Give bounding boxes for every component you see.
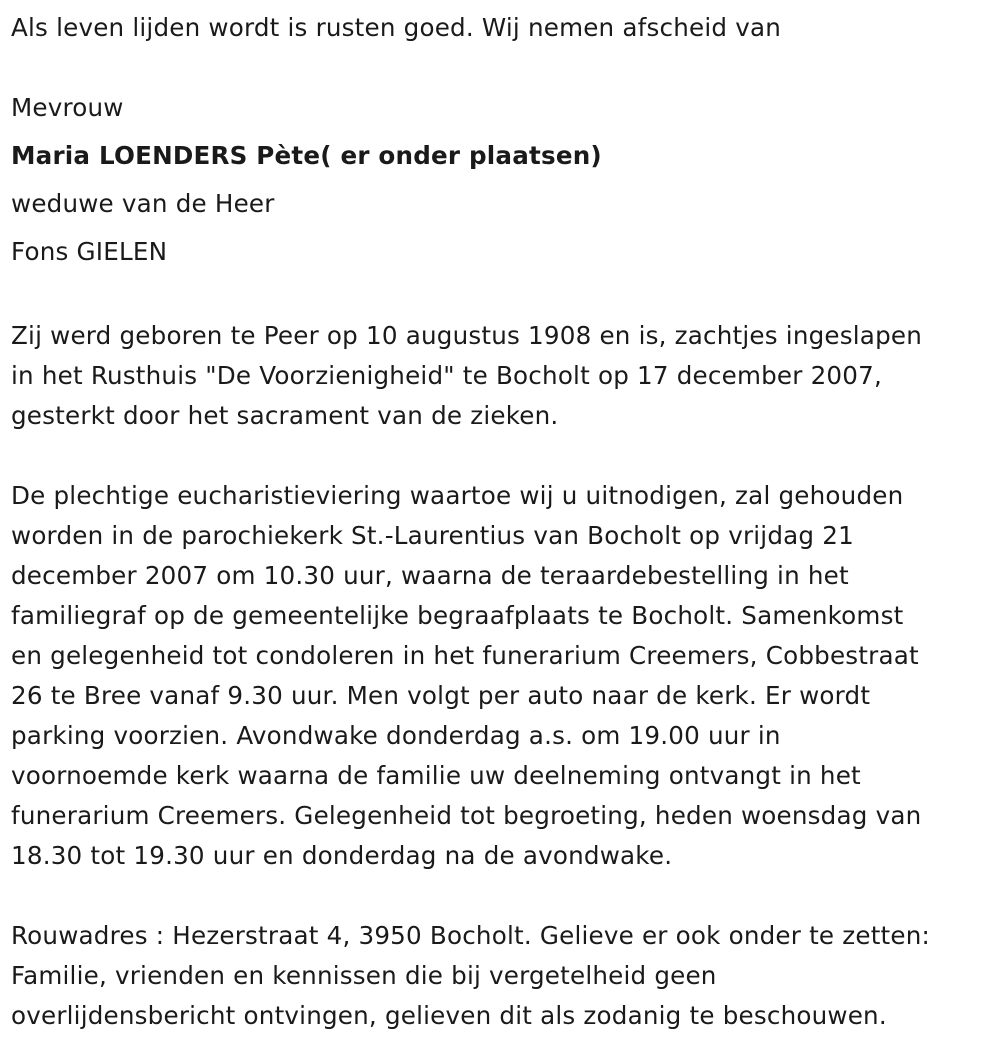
- paragraph-line: De plechtige eucharistieviering waartoe wij u uitnodigen, zal gehouden: [11, 481, 904, 510]
- paragraph-line: 26 te Bree vanaf 9.30 uur. Men volgt per auto naar de kerk. Er wordt: [11, 681, 871, 710]
- paragraph-line: overlijdensbericht ontvingen, gelieven dit als zodanig te beschouwen.: [11, 1001, 887, 1030]
- paragraph-line: worden in de parochiekerk St.-Laurentius van Bocholt op vrijdag 21: [11, 521, 854, 550]
- paragraph-line: Familie, vrienden en kennissen die bij vergetelheid geen: [11, 961, 717, 990]
- relation: weduwe van de Heer: [11, 189, 275, 218]
- honorific: Mevrouw: [11, 93, 124, 122]
- spacer: [11, 48, 990, 88]
- paragraph-line: 18.30 tot 19.30 uur en donderdag na de avondwake.: [11, 841, 673, 870]
- paragraph-line: gesterkt door het sacrament van de zieken.: [11, 401, 559, 430]
- paragraph-line: Rouwadres : Hezerstraat 4, 3950 Bocholt. Gelieve er ook onder te zetten:: [11, 921, 931, 950]
- paragraph-line: familiegraf op de gemeentelijke begraafplaats te Bocholt. Samenkomst: [11, 601, 904, 630]
- paragraph-line: en gelegenheid tot condoleren in het funerarium Creemers, Cobbestraat: [11, 641, 919, 670]
- birth-paragraph: [11, 316, 990, 436]
- ceremony-paragraph: [11, 476, 990, 876]
- spouse-name: Fons GIELEN: [11, 237, 168, 266]
- paragraph-line: parking voorzien. Avondwake donderdag a.s. om 19.00 uur in: [11, 721, 781, 750]
- paragraph-line: december 2007 om 10.30 uur, waarna de teraardebestelling in het: [11, 561, 849, 590]
- intro-line: Als leven lijden wordt is rusten goed. Wij nemen afscheid van: [11, 13, 782, 42]
- paragraph-line: Zij werd geboren te Peer op 10 augustus 1908 en is, zachtjes ingeslapen: [11, 321, 923, 350]
- paragraph-line: funerarium Creemers. Gelegenheid tot begroeting, heden woensdag van: [11, 801, 922, 830]
- spacer: [11, 876, 990, 916]
- spacer: [11, 436, 990, 476]
- address-paragraph: [11, 916, 990, 1036]
- name-block: [11, 84, 990, 276]
- deceased-name: Maria LOENDERS Pète( er onder plaatsen): [11, 141, 602, 170]
- paragraph-line: in het Rusthuis "De Voorzienigheid" te Bocholt op 17 december 2007,: [11, 361, 882, 390]
- spacer: [11, 276, 990, 316]
- paragraph-line: voornoemde kerk waarna de familie uw deelneming ontvangt in het: [11, 761, 861, 790]
